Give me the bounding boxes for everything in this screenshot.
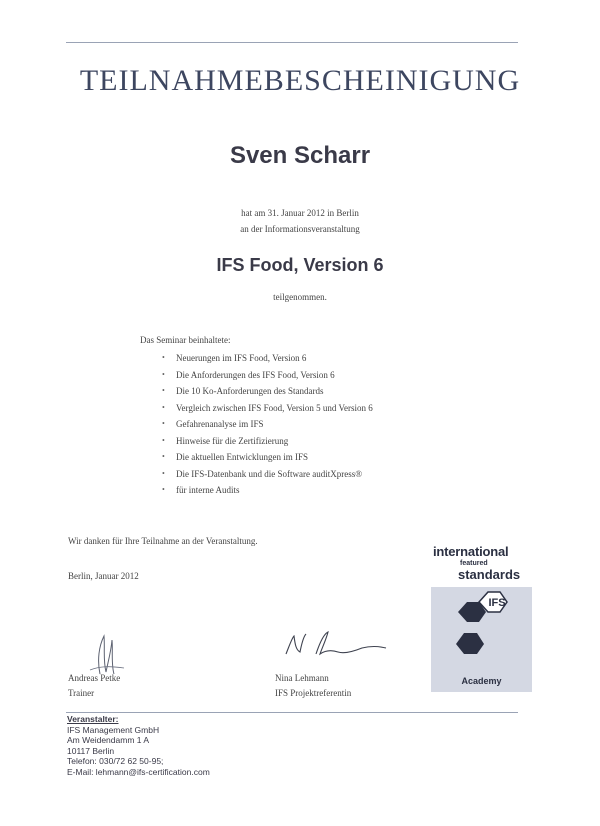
organizer-phone: Telefon: 030/72 62 50-95; xyxy=(67,756,164,766)
certificate-title: TEILNAHMEBESCHEINIGUNG xyxy=(79,64,521,97)
participant-name: Sven Scharr xyxy=(229,142,371,169)
logo-line-3: standards xyxy=(458,567,521,582)
organizer-company: IFS Management GmbH xyxy=(67,724,160,735)
logo-academy: Academy xyxy=(461,676,502,686)
list-item: • Die aktuellen Entwicklungen im IFS xyxy=(168,449,373,466)
participated-text: teilgenommen. xyxy=(273,292,327,302)
logo-line-2: featured xyxy=(460,560,488,567)
signer-trainer-name: Andreas Petke xyxy=(68,673,121,683)
signer-referent xyxy=(275,671,351,701)
list-item: • Die Anforderungen des IFS Food, Version 6 xyxy=(168,367,373,384)
intro-text xyxy=(0,205,600,237)
organizer-email: E-Mail: lehmann@ifs-certification.com xyxy=(67,766,210,777)
bottom-divider xyxy=(66,712,518,713)
signer-trainer xyxy=(68,671,120,701)
event-name: IFS Food, Version 6 xyxy=(216,255,384,275)
logo-line-1: international xyxy=(433,544,509,559)
thanks-text: Wir danken für Ihre Teilnahme an der Veranstaltung. xyxy=(68,536,258,546)
list-item: • Die 10 Ko-Anforderungen des Standards xyxy=(168,383,373,400)
intro-line-2: an der Informationsveranstaltung xyxy=(240,224,360,234)
list-item: • Vergleich zwischen IFS Food, Version 5 und Version 6 xyxy=(168,400,373,417)
organizer-city: 10117 Berlin xyxy=(67,745,115,756)
list-item: • Die IFS-Datenbank und die Software auditXpress® xyxy=(168,466,373,483)
list-item: • Neuerungen im IFS Food, Version 6 xyxy=(168,350,373,367)
logo-hex-label: IFS xyxy=(488,597,506,609)
signer-referent-role: IFS Projektreferentin xyxy=(275,688,352,698)
logo-box xyxy=(431,587,532,692)
list-item: • Hinweise für die Zertifizierung xyxy=(168,433,373,450)
list-item: • für interne Audits xyxy=(168,482,373,499)
top-divider xyxy=(66,42,518,43)
ifs-academy-logo xyxy=(431,542,532,692)
organizer-label: Veranstalter: xyxy=(67,714,119,724)
organizer-street: Am Weidendamm 1 A xyxy=(67,735,150,745)
place-date: Berlin, Januar 2012 xyxy=(68,571,139,581)
organizer-block xyxy=(67,714,210,777)
signature-referent xyxy=(282,628,392,663)
topic-list xyxy=(168,350,373,499)
seminar-heading: Das Seminar beinhaltete: xyxy=(140,335,231,345)
signer-trainer-role: Trainer xyxy=(68,688,95,698)
signer-referent-name: Nina Lehmann xyxy=(275,673,329,683)
list-item: • Gefahrenanalyse im IFS xyxy=(168,416,373,433)
intro-line-1: hat am 31. Januar 2012 in Berlin xyxy=(241,208,359,218)
